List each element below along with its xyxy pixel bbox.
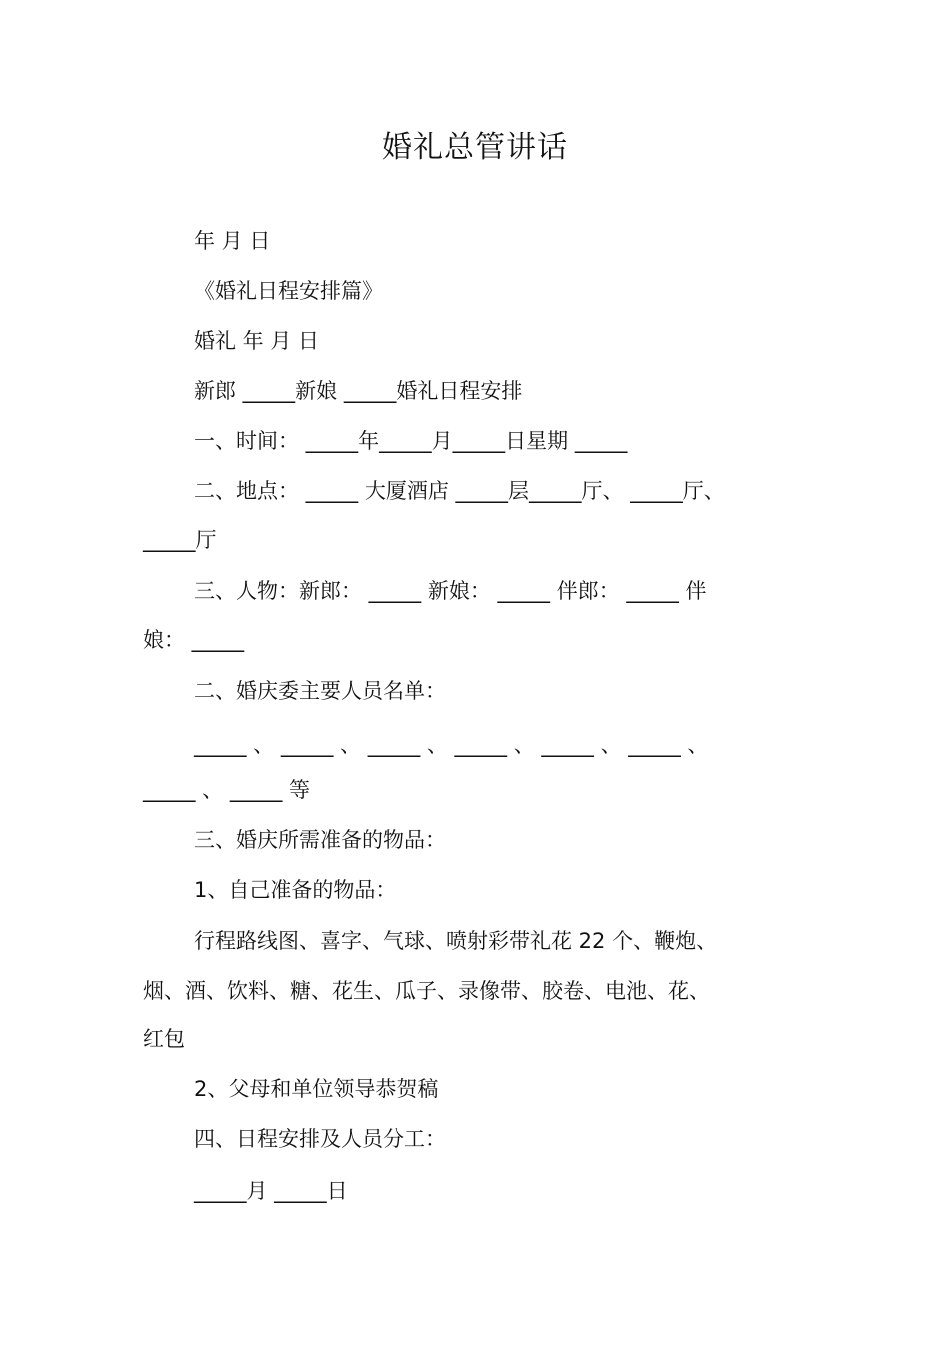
committee-heading: 二、婚庆委主要人员名单： [194, 679, 446, 703]
own-items-list: 行程路线图、喜字、气球、喷射彩带礼花 22 个、鞭炮、 [194, 929, 718, 953]
speech-item: 2、父母和单位领导恭贺稿 [194, 1077, 439, 1101]
items-heading: 三、婚庆所需准备的物品： [194, 828, 446, 852]
section-title: 《婚礼日程安排篇》 [194, 279, 383, 303]
time-line: 一、时间： _____年_____月_____日星期 _____ [194, 429, 628, 453]
committee-blanks: _____ 、 _____ 、 _____ 、 _____ 、 _____ 、 _____ 、 [194, 733, 709, 757]
date-line: 年 月 日 [194, 229, 271, 253]
location-line-cont: _____厅 [143, 528, 217, 552]
schedule-date: _____月 _____日 [194, 1179, 348, 1203]
own-items-heading: 1、自己准备的物品： [194, 878, 397, 902]
page-title: 婚礼总管讲话 [382, 130, 568, 165]
own-items-list-cont: 烟、酒、饮料、糖、花生、瓜子、录像带、胶卷、电池、花、 [143, 979, 710, 1003]
wedding-date-line: 婚礼 年 月 日 [194, 329, 320, 353]
couple-line: 新郎 _____新娘 _____婚礼日程安排 [194, 379, 523, 403]
location-line: 二、地点： _____ 大厦酒店 _____层_____厅、 _____厅、 [194, 479, 725, 503]
committee-blanks-cont: _____ 、 _____ 等 [143, 778, 311, 802]
people-line-cont: 娘： _____ [143, 628, 245, 652]
schedule-heading: 四、日程安排及人员分工： [194, 1127, 446, 1151]
people-line: 三、人物：新郎： _____ 新娘： _____ 伴郎： _____ 伴 [194, 579, 707, 603]
own-items-list-end: 红包 [143, 1027, 185, 1051]
